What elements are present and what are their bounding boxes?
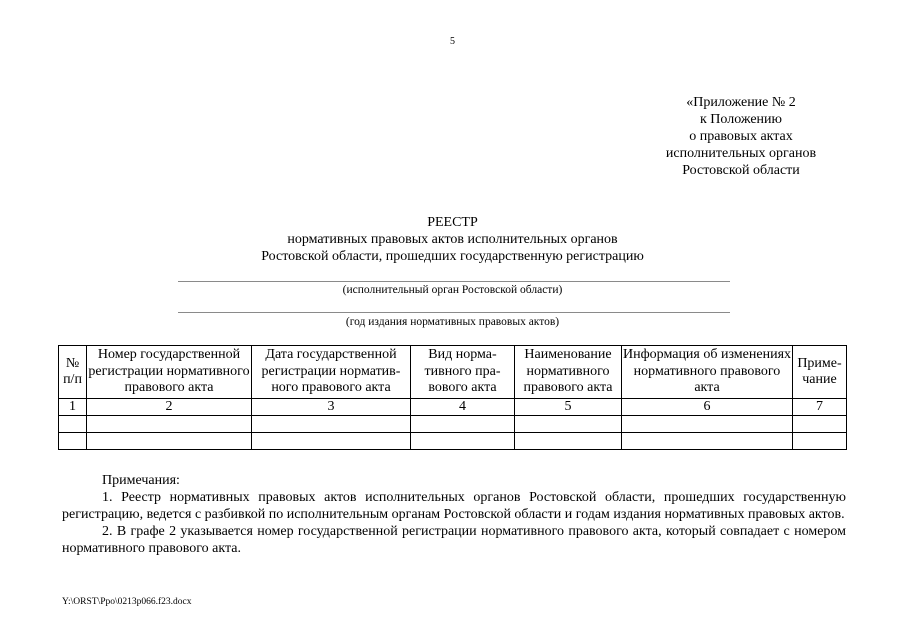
- appendix-line: к Положению: [699, 112, 782, 127]
- appendix-reference: [640, 94, 842, 179]
- table-row: [59, 416, 847, 433]
- empty-cell: [622, 433, 793, 450]
- column-number: 3: [252, 399, 411, 416]
- table-row: [59, 433, 847, 450]
- appendix-line: о правовых актах: [689, 129, 793, 144]
- header-cell-changes-info: Информация об изменениях нормативного правового акта: [622, 346, 793, 399]
- registry-table: [58, 345, 847, 450]
- empty-cell: [793, 433, 847, 450]
- empty-cell: [411, 433, 515, 450]
- column-number: 6: [622, 399, 793, 416]
- title-line-2: Ростовской области, прошедших государственную регистрацию: [261, 249, 644, 264]
- header-cell-act-type: Вид нормативного правового акта: [411, 346, 515, 399]
- empty-cell: [59, 433, 87, 450]
- file-path-footer: Y:\ORST\Ppo\0213p066.f23.docx: [62, 597, 192, 607]
- year-caption: (год издания нормативных правовых актов): [345, 316, 560, 328]
- executive-body-caption: (исполнительный орган Ростовской области): [342, 284, 563, 296]
- header-cell-note: Примечание: [793, 346, 847, 399]
- notes-section: [62, 472, 846, 557]
- executive-body-fill-line: [178, 281, 730, 282]
- page-number: 5: [450, 36, 455, 47]
- title-line-1: нормативных правовых актов исполнительных органов: [287, 232, 618, 247]
- column-number: 1: [59, 399, 87, 416]
- notes-heading: Примечания:: [102, 473, 180, 488]
- appendix-line: исполнительных органов: [665, 146, 817, 161]
- empty-cell: [252, 416, 411, 433]
- column-number: 2: [87, 399, 252, 416]
- table-header-row: [59, 346, 847, 399]
- empty-cell: [515, 416, 622, 433]
- header-cell-number: № п/п: [59, 346, 87, 399]
- header-cell-registration-number: Номер государственной регистрации нормативного правового акта: [87, 346, 252, 399]
- column-number-row: [59, 399, 847, 416]
- appendix-line: Ростовской области: [682, 163, 800, 178]
- empty-cell: [411, 416, 515, 433]
- empty-cell: [515, 433, 622, 450]
- empty-cell: [252, 433, 411, 450]
- note-item: 1. Реестр нормативных правовых актов исполнительных органов Ростовской области, прошедших государственную регистрацию, ведется с разбивкой по исполнительным органам Ростовской области и годам издания нормативных правовых актов.: [62, 490, 846, 522]
- column-number: 5: [515, 399, 622, 416]
- header-cell-act-name: Наименование нормативного правового акта: [515, 346, 622, 399]
- note-item: 2. В графе 2 указывается номер государственной регистрации нормативного правового акта, который совпадает с номером нормативного правового акта.: [62, 524, 846, 556]
- header-cell-registration-date: Дата государственной регистрации нормативного правового акта: [252, 346, 411, 399]
- year-fill-line: [178, 312, 730, 313]
- empty-cell: [793, 416, 847, 433]
- title-heading: РЕЕСТР: [427, 215, 478, 230]
- column-number: 7: [793, 399, 847, 416]
- document-title: [0, 214, 905, 265]
- empty-cell: [59, 416, 87, 433]
- empty-cell: [622, 416, 793, 433]
- empty-cell: [87, 433, 252, 450]
- empty-cell: [87, 416, 252, 433]
- column-number: 4: [411, 399, 515, 416]
- appendix-line: «Приложение № 2: [686, 95, 796, 110]
